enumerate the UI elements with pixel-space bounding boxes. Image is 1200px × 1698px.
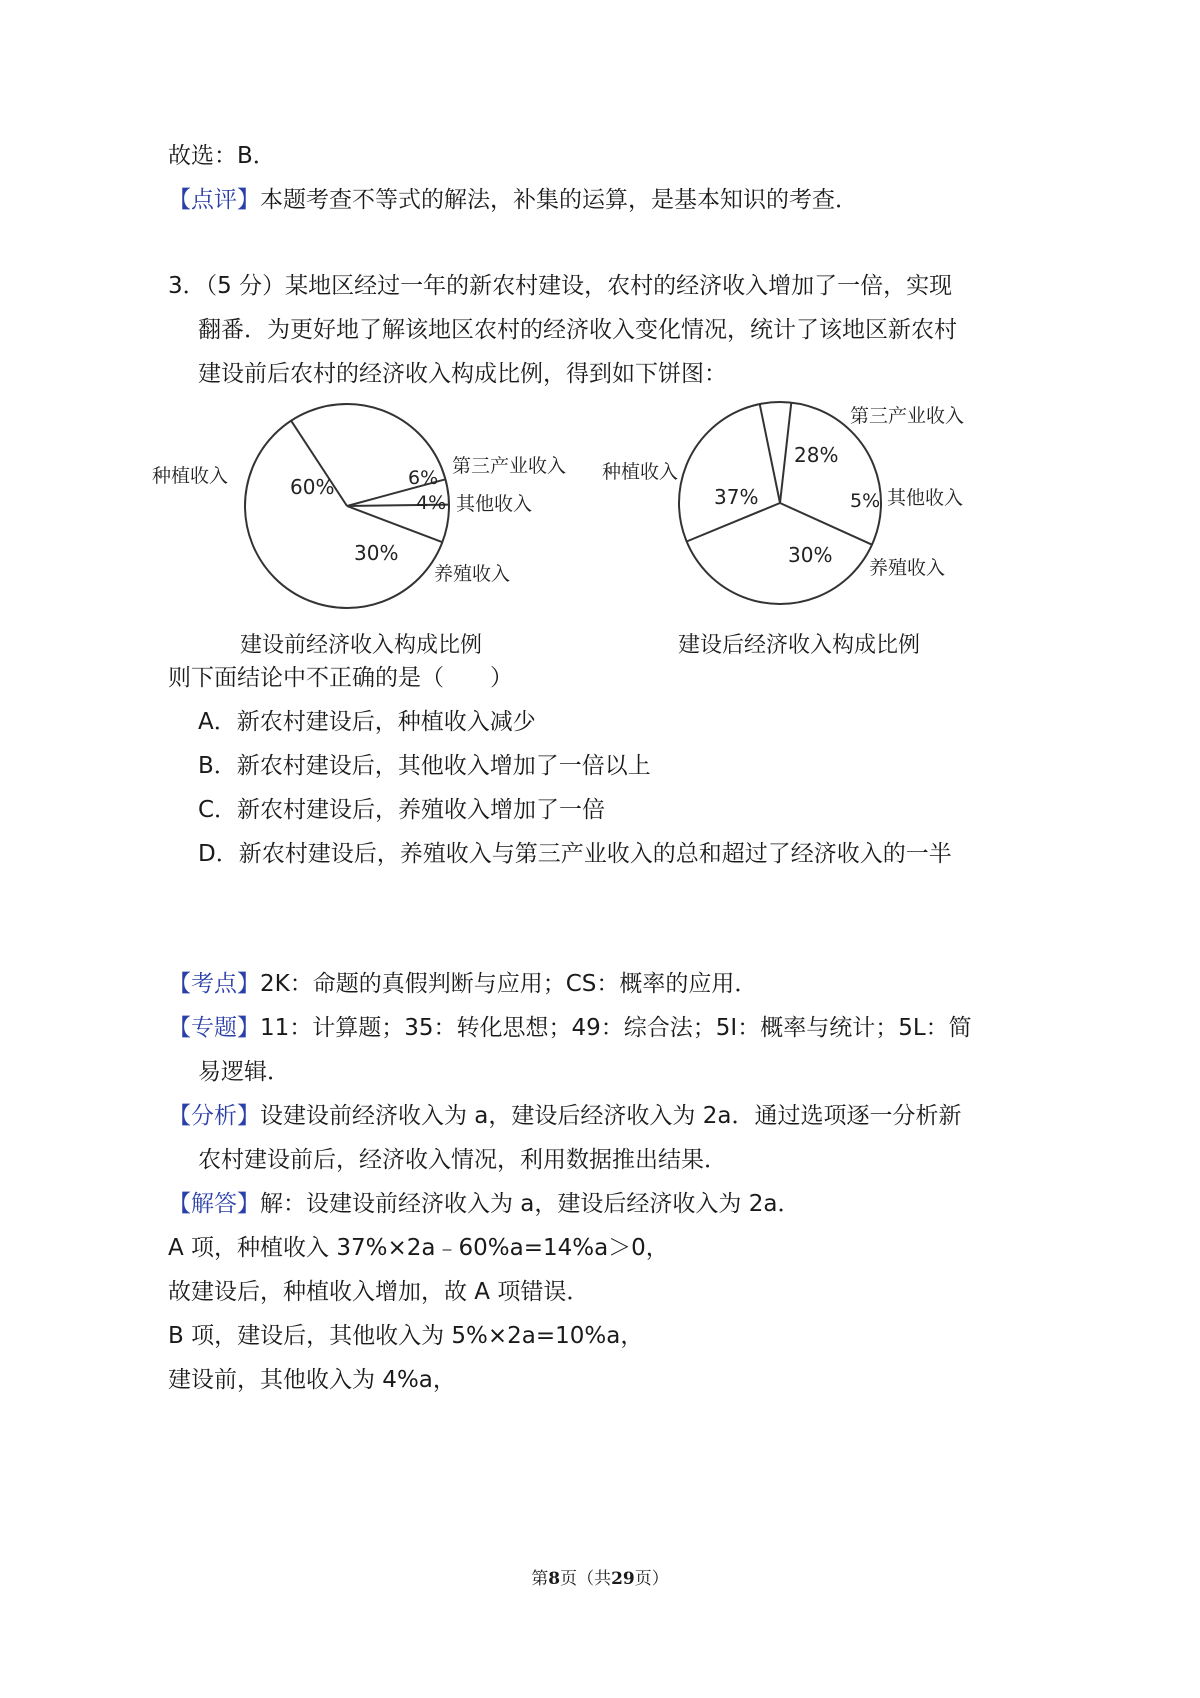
solution-line-3: B 项，建设后，其他收入为 5%×2a=10%a， — [168, 1323, 644, 1349]
pie-chart-before — [152, 410, 580, 636]
fenxi-line-2: 农村建设前后，经济收入情况，利用数据推出结果． — [198, 1147, 727, 1173]
solution-line-1: A 项，种植收入 37%×2a﹣60%a=14%a＞0， — [168, 1235, 669, 1261]
question-line-3: 建设前后农村的经济收入构成比例，得到如下饼图： — [198, 361, 727, 387]
jieda-tag: 【解答】 — [168, 1191, 260, 1217]
solution-line-4: 建设前，其他收入为 4%a， — [168, 1367, 456, 1393]
label-disan-after: 第三产业收入 — [850, 405, 965, 427]
page-footer — [0, 1564, 1200, 1589]
option-d: D．新农村建设后，养殖收入与第三产业收入的总和超过了经济收入的一半 — [198, 841, 952, 867]
zhuanti-text: 11：计算题；35：转化思想；49：综合法；5I：概率与统计；5L：简 — [260, 1015, 972, 1041]
solution-line-2: 故建设后，种植收入增加，故 A 项错误． — [168, 1279, 590, 1305]
option-c: C．新农村建设后，养殖收入增加了一倍 — [198, 797, 606, 823]
comment-tag: 【点评】 — [168, 187, 260, 213]
kaodian-text: 2K：命题的真假判断与应用；CS：概率的应用． — [260, 971, 758, 997]
value-yangzhi-after: 30% — [788, 543, 833, 567]
footer-mid: 页（共 — [560, 1569, 612, 1589]
fenxi-tag: 【分析】 — [168, 1103, 260, 1129]
value-yangzhi-before: 30% — [354, 541, 399, 565]
value-qita-before: 4% — [416, 492, 447, 514]
fenxi-text: 设建设前经济收入为 a，建设后经济收入为 2a．通过选项逐一分析新 — [260, 1103, 962, 1129]
label-yangzhi-after: 养殖收入 — [869, 557, 946, 579]
zhuanti-line — [168, 1012, 972, 1044]
question-line-1: 3．（5 分）某地区经过一年的新农村建设，农村的经济收入增加了一倍，实现 — [168, 273, 953, 299]
chart-title-after: 建设后经济收入构成比例 — [678, 633, 921, 658]
footer-total-pages: 29 — [611, 1569, 635, 1589]
value-qita-after: 5% — [850, 490, 881, 512]
label-zhongzhi-after: 种植收入 — [602, 461, 679, 483]
pie-slice-boundary — [780, 403, 791, 503]
question-line-2: 翻番．为更好地了解该地区农村的经济收入变化情况，统计了该地区新农村 — [198, 317, 957, 343]
kaodian-line — [168, 968, 757, 1000]
footer-post: 页） — [634, 1569, 669, 1589]
value-disan-before: 6% — [408, 467, 439, 489]
pie-chart-after — [600, 400, 980, 626]
zhuanti-line-2: 易逻辑． — [198, 1059, 290, 1085]
question-prompt: 则下面结论中不正确的是（ ） — [168, 665, 513, 691]
label-disan-before: 第三产业收入 — [452, 455, 567, 477]
comment-line — [168, 184, 858, 216]
value-zhongzhi-before: 60% — [290, 475, 335, 499]
jieda-text: 解：设建设前经济收入为 a，建设后经济收入为 2a． — [260, 1191, 801, 1217]
footer-page-number: 8 — [548, 1569, 561, 1589]
comment-text: 本题考查不等式的解法，补集的运算，是基本知识的考查． — [260, 187, 858, 213]
option-a: A．新农村建设后，种植收入减少 — [198, 709, 536, 735]
value-disan-after: 28% — [794, 443, 839, 467]
label-qita-before: 其他收入 — [456, 493, 533, 515]
label-yangzhi-before: 养殖收入 — [434, 563, 511, 585]
kaodian-tag: 【考点】 — [168, 971, 260, 997]
chart-title-before: 建设前经济收入构成比例 — [240, 633, 483, 658]
value-zhongzhi-after: 37% — [714, 485, 759, 509]
pie-slice-boundary — [760, 404, 780, 503]
zhuanti-tag: 【专题】 — [168, 1015, 260, 1041]
label-zhongzhi-before: 种植收入 — [152, 465, 229, 487]
footer-pre: 第 — [531, 1569, 549, 1589]
answer-line: 故选：B． — [168, 143, 276, 169]
label-qita-after: 其他收入 — [887, 487, 964, 509]
jieda-line — [168, 1188, 800, 1220]
option-b: B．新农村建设后，其他收入增加了一倍以上 — [198, 753, 651, 779]
fenxi-line — [168, 1100, 961, 1132]
